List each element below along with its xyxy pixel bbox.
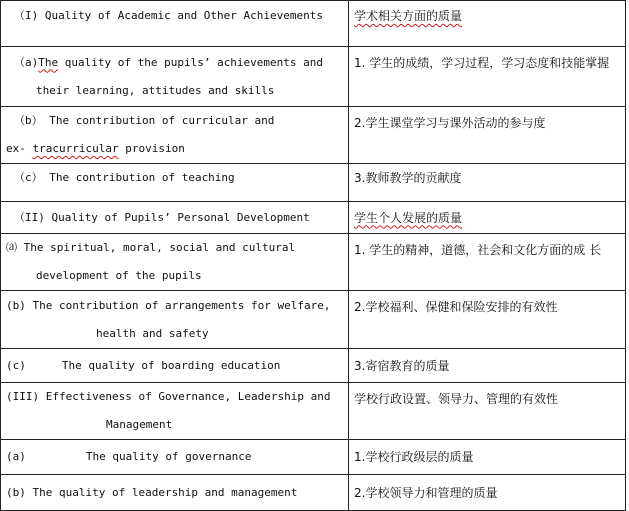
criterion-c-boarding: (c) The quality of boarding education xyxy=(1,349,349,383)
criterion-a-governance: (a) The quality of governance xyxy=(1,440,349,475)
criterion-b-welfare-zh: 2.学校福利、保健和保险安排的有效性 xyxy=(349,291,626,349)
criterion-c-boarding-zh: 3.寄宿教育的质量 xyxy=(349,349,626,383)
table-row xyxy=(1,349,626,383)
table-row xyxy=(1,383,626,440)
section-heading-governance-zh: 学校行政设置、领导力、管理的有效性 xyxy=(349,383,626,440)
criterion-a-achievements: （a)The quality of the pupils’ achievements and their learning, attitudes and skills xyxy=(1,47,349,107)
table-row xyxy=(1,107,626,164)
table-row xyxy=(1,440,626,475)
criterion-c-teaching: （c） The contribution of teaching xyxy=(1,164,349,202)
criterion-b-curricular-zh: 2.学生课堂学习与课外活动的参与度 xyxy=(349,107,626,164)
section-heading-personal: （II) Quality of Pupils’ Personal Development xyxy=(1,202,349,234)
criterion-a-governance-zh: 1.学校行政级层的质量 xyxy=(349,440,626,475)
table-row xyxy=(1,234,626,291)
criterion-a-achievements-zh: 1. 学生的成绩，学习过程，学习态度和技能掌握 xyxy=(349,47,626,107)
section-heading-academic-zh: 学术相关方面的质量 xyxy=(349,1,626,47)
criterion-b-welfare: (b) The contribution of arrangements for welfare, health and safety xyxy=(1,291,349,349)
section-heading-academic: （I) Quality of Academic and Other Achievements xyxy=(1,1,349,47)
criterion-b-leadership: (b) The quality of leadership and management xyxy=(1,475,349,511)
table-row xyxy=(1,202,626,234)
table-row xyxy=(1,164,626,202)
section-heading-personal-zh: 学生个人发展的质量 xyxy=(349,202,626,234)
criterion-c-teaching-zh: 3.教师教学的贡献度 xyxy=(349,164,626,202)
criterion-b-curricular: （b） The contribution of curricular and ex- tracurricular provision xyxy=(1,107,349,164)
criterion-a-spiritual: ⒜ The spiritual, moral, social and cultural development of the pupils xyxy=(1,234,349,291)
table-row xyxy=(1,475,626,511)
table-row xyxy=(1,1,626,47)
table-row xyxy=(1,291,626,349)
criterion-a-spiritual-zh: 1. 学生的精神，道德，社会和文化方面的成 长 xyxy=(349,234,626,291)
section-heading-governance: (III) Effectiveness of Governance, Leadership and Management xyxy=(1,383,349,440)
table-row xyxy=(1,47,626,107)
criterion-b-leadership-zh: 2.学校领导力和管理的质量 xyxy=(349,475,626,511)
